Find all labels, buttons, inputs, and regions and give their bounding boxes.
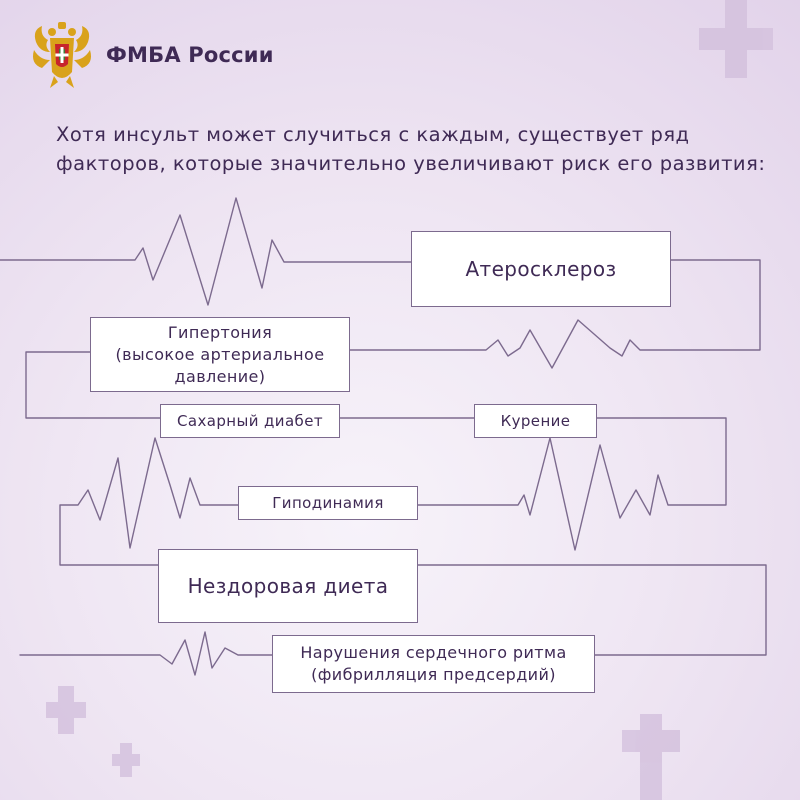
intro-line-2: факторов, которые значительно увеличивают риск его развития: [56,152,766,175]
factor-unhealthy-diet-label: Нездоровая диета [187,574,389,598]
plus-icon [46,686,86,734]
intro-line-1: Хотя инсульт может случиться с каждым, существует ряд [56,123,690,146]
factor-smoking [474,404,597,438]
factor-hypertension-line-3: давление) [174,366,266,386]
factor-atherosclerosis-label: Атеросклероз [465,257,617,281]
plus-icon [112,743,140,777]
factor-unhealthy-diet [158,549,418,623]
intro-text [56,120,776,178]
factor-hypertension-line-1: Гипертония [167,322,273,342]
ecg-line-row6-left [20,632,272,675]
double-headed-eagle-emblem-icon [30,20,94,90]
factor-hypodynamia [238,486,418,520]
org-name: ФМБА России [106,43,274,67]
factor-hypertension-line-2: (высокое артериальное [115,344,325,364]
factor-arrhythmia-line-1: Нарушения сердечного ритма [300,643,567,662]
factor-hypodynamia-label: Гиподинамия [272,494,384,512]
factor-atherosclerosis [411,231,671,307]
factor-arrhythmia [272,635,595,693]
plus-icon [699,0,773,78]
ecg-line-row1 [0,198,412,305]
header [30,20,274,90]
factor-hypertension [90,317,350,392]
plus-icon [622,714,680,800]
factor-arrhythmia-line-2: (фибрилляция предсердий) [311,665,556,684]
factor-diabetes [160,404,340,438]
ecg-line-row4-left [60,438,238,565]
factor-smoking-label: Курение [500,412,571,430]
factor-diabetes-label: Сахарный диабет [177,412,323,430]
